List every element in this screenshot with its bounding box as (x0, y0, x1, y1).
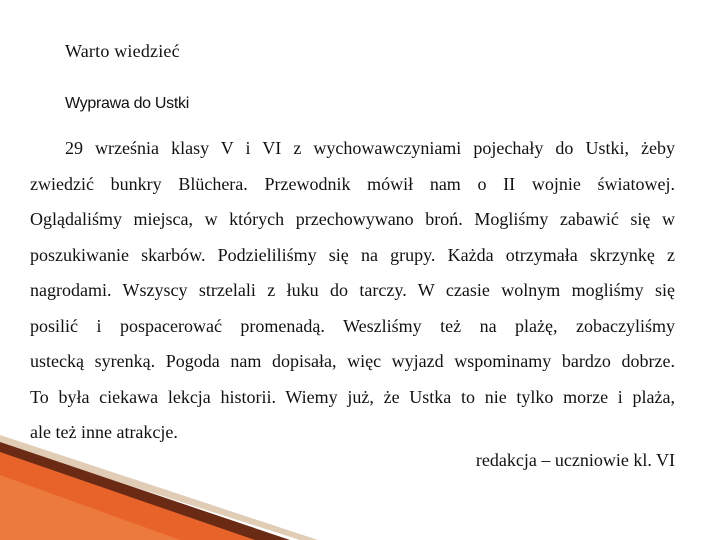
article-line: 29 września klasy V i VI z wychowawczyniami pojechały do Ustki, żeby (65, 138, 675, 158)
section-label: Warto wiedzieć (65, 41, 180, 61)
article-line: poszukiwanie skarbów. Podzieliliśmy się na grupy. Każda otrzymała skrzynkę z (30, 244, 675, 265)
article-line: ustecką syrenką. Pogoda nam dopisała, więc wyjazd wspominamy bardzo dobrze. (30, 351, 675, 371)
article-line: nagrodami. Wszyscy strzelali z łuku do tarczy. W czasie wolnym mogliśmy się (30, 280, 675, 300)
article-line: zwiedzić bunkry Blüchera. Przewodnik mówił nam o II wojnie światowej. (30, 173, 675, 194)
article-line: posilić i pospacerować promenadą. Weszliśmy też na plażę, zobaczyliśmy (30, 315, 675, 336)
article-signature: redakcja – uczniowie kl. VI (475, 450, 675, 470)
article-line: ale też inne atrakcje. (30, 422, 178, 442)
article-line: Oglądaliśmy miejsca, w których przechowywano broń. Mogliśmy zabawić się w (30, 209, 675, 229)
article-body (30, 131, 675, 451)
article-title: Wyprawa do Ustki (65, 95, 189, 112)
article-line: To była ciekawa lekcja historii. Wiemy już, że Ustka to nie tylko morze i plaża, (30, 386, 675, 407)
